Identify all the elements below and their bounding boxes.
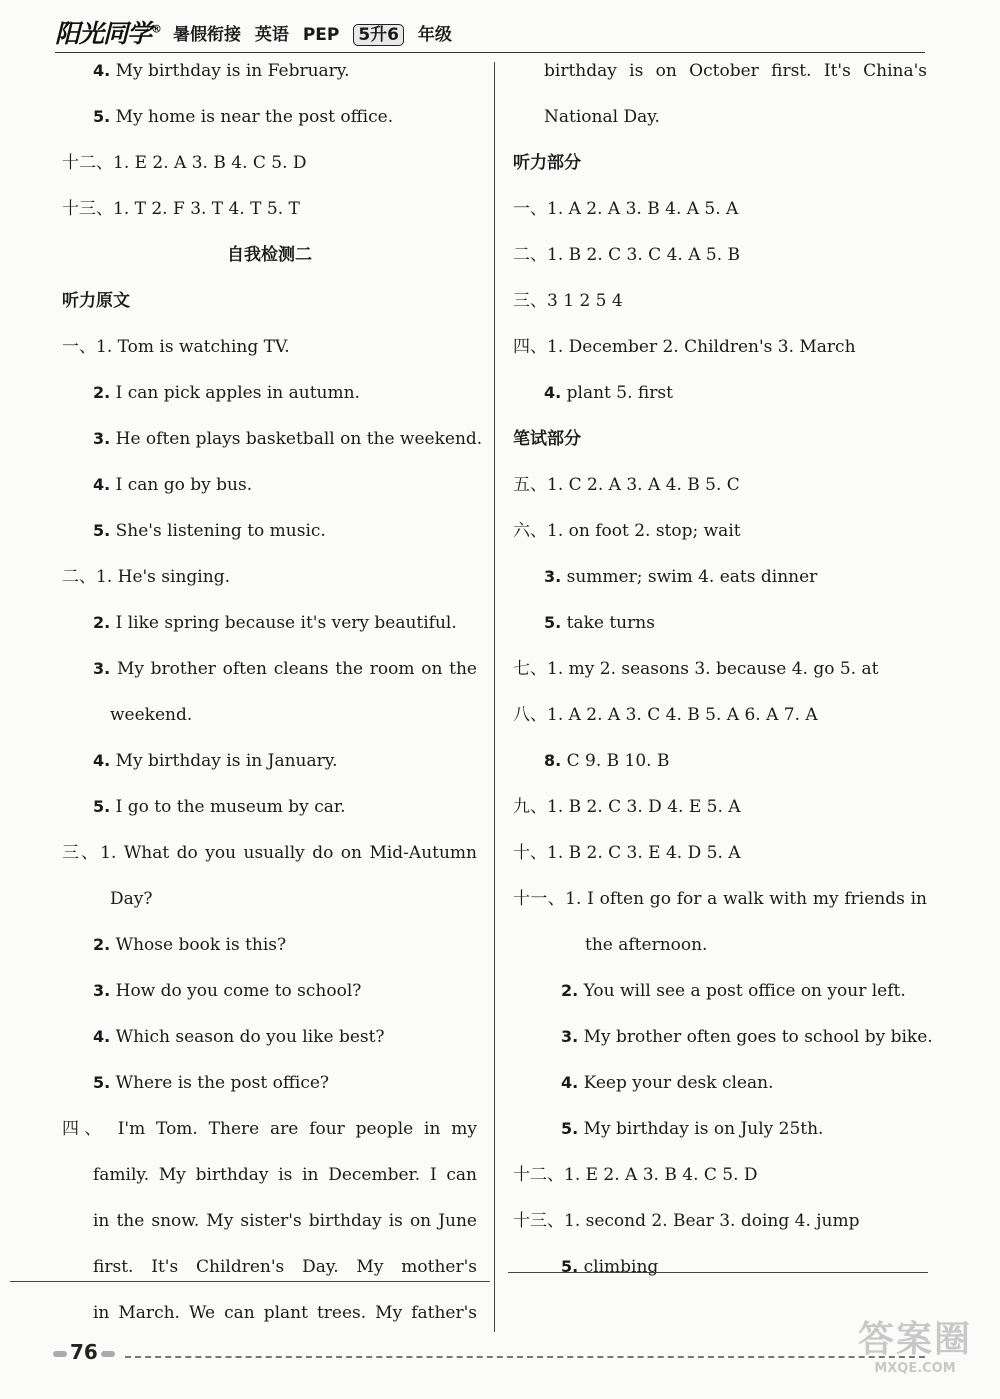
line-text: How do you come to school? (110, 981, 362, 1001)
item-number: 2. (561, 981, 579, 1000)
line-text: Keep your desk clean. (578, 1073, 774, 1093)
right-line (513, 692, 927, 738)
line-text: 十二、1. E 2. A 3. B 4. C 5. D (62, 153, 307, 173)
item-number: 2. (93, 613, 111, 632)
left-line (62, 508, 477, 554)
line-text: 十、1. B 2. C 3. E 4. D 5. A (513, 843, 741, 863)
left-line (62, 1198, 477, 1244)
left-line (62, 922, 477, 968)
line-text: plant 5. first (561, 383, 673, 403)
left-line (62, 324, 477, 370)
left-line (62, 1290, 477, 1336)
grade-box: 5升6 (353, 24, 404, 46)
right-line (513, 876, 927, 922)
line-text: 八、1. A 2. A 3. C 4. B 5. A 6. A 7. A (513, 705, 818, 725)
left-line (62, 784, 477, 830)
left-line (62, 1060, 477, 1106)
right-line (513, 922, 927, 968)
left-line (62, 94, 477, 140)
right-line (513, 646, 927, 692)
line-text: 五、1. C 2. A 3. A 4. B 5. C (513, 475, 740, 495)
right-line (513, 186, 927, 232)
left-line (62, 278, 477, 324)
line-text: 一、1. Tom is watching TV. (62, 337, 290, 357)
item-number: 5. (544, 613, 562, 632)
item-number: 4. (93, 61, 111, 80)
line-text: I can pick apples in autumn. (110, 383, 360, 403)
line-text: Whose book is this? (110, 935, 287, 955)
line-text: family. My birthday is in December. I can (93, 1165, 477, 1185)
line-text: 一、1. A 2. A 3. B 4. A 5. A (513, 199, 739, 219)
line-text: I can go by bus. (110, 475, 253, 495)
item-number: 4. (544, 383, 562, 402)
right-line (513, 508, 927, 554)
line-text: summer; swim 4. eats dinner (561, 567, 818, 587)
right-line (513, 1198, 927, 1244)
line-text: take turns (561, 613, 655, 633)
item-number: 3. (93, 659, 111, 678)
right-line (513, 830, 927, 876)
line-text: 听力部分 (513, 153, 581, 173)
right-column (513, 48, 933, 1290)
publisher-logo: 阳光同学® (55, 19, 162, 48)
line-text: My brother often cleans the room on the (110, 659, 477, 679)
item-number: 3. (93, 981, 111, 1000)
left-line (62, 600, 477, 646)
item-number: 8. (544, 751, 562, 770)
line-text: My brother often goes to school by bike. (578, 1027, 933, 1047)
right-line (513, 600, 927, 646)
left-line (62, 186, 477, 232)
line-text: 七、1. my 2. seasons 3. because 4. go 5. at (513, 659, 879, 679)
left-column (62, 48, 483, 1336)
item-number: 3. (544, 567, 562, 586)
left-line (62, 554, 477, 600)
line-text: 十二、1. E 2. A 3. B 4. C 5. D (513, 1165, 758, 1185)
line-text: 六、1. on foot 2. stop; wait (513, 521, 741, 541)
item-number: 4. (93, 475, 111, 494)
watermark: 答案圈 MXQE.COM (857, 1319, 972, 1377)
line-text: You will see a post office on your left. (578, 981, 906, 1001)
right-line (513, 1244, 927, 1290)
line-text: 十三、1. second 2. Bear 3. doing 4. jump (513, 1211, 860, 1231)
line-text: 笔试部分 (513, 429, 581, 449)
left-line (62, 876, 477, 922)
right-line (513, 738, 927, 784)
right-line (513, 554, 927, 600)
line-text: National Day. (544, 107, 660, 127)
line-text: He often plays basketball on the weekend. (110, 429, 483, 449)
line-text: Where is the post office? (110, 1073, 330, 1093)
line-text: 四、 I'm Tom. There are four people in my (62, 1119, 477, 1139)
left-line (62, 692, 477, 738)
line-text: 听力原文 (62, 291, 130, 311)
line-text: 自我检测二 (227, 245, 312, 265)
line-text: 三、1. What do you usually do on Mid-Autumn (62, 843, 477, 863)
left-line (62, 646, 477, 692)
left-line (62, 462, 477, 508)
column-divider (494, 62, 495, 1332)
right-line (513, 324, 927, 370)
right-line (513, 370, 927, 416)
item-number: 4. (93, 751, 111, 770)
left-line (62, 370, 477, 416)
line-text: My birthday is on July 25th. (578, 1119, 824, 1139)
item-number: 4. (561, 1073, 579, 1092)
left-line (62, 830, 477, 876)
strike-line-right (508, 1272, 928, 1273)
line-text: birthday is on October first. It's China's (544, 61, 927, 81)
item-number: 5. (93, 107, 111, 126)
right-line (513, 48, 927, 94)
line-text: 十三、1. T 2. F 3. T 4. T 5. T (62, 199, 300, 219)
line-text: climbing (578, 1257, 659, 1277)
left-line (62, 1152, 477, 1198)
right-line (513, 232, 927, 278)
item-number: 5. (93, 797, 111, 816)
line-text: C 9. B 10. B (561, 751, 670, 771)
line-text: I go to the museum by car. (110, 797, 346, 817)
left-line (62, 232, 477, 278)
right-line (513, 1060, 927, 1106)
right-line (513, 784, 927, 830)
line-text: in March. We can plant trees. My father's (93, 1303, 477, 1323)
right-line (513, 1152, 927, 1198)
right-line (513, 140, 927, 186)
item-number: 5. (93, 1073, 111, 1092)
left-line (62, 416, 483, 462)
item-number: 5. (93, 521, 111, 540)
line-text: first. It's Children's Day. My mother's (93, 1257, 477, 1277)
right-line (513, 416, 927, 462)
left-line (62, 1244, 477, 1290)
item-number: 3. (93, 429, 111, 448)
line-text: My home is near the post office. (110, 107, 394, 127)
series-title: 暑假衔接 英语 PEP 5升6 年级 (173, 25, 452, 45)
left-line (62, 140, 477, 186)
page-number: 76 (50, 1340, 118, 1364)
line-text: Which season do you like best? (110, 1027, 385, 1047)
line-text: My birthday is in February. (110, 61, 350, 81)
right-line (513, 462, 927, 508)
line-text: 二、1. B 2. C 3. C 4. A 5. B (513, 245, 741, 265)
line-text: 九、1. B 2. C 3. D 4. E 5. A (513, 797, 741, 817)
line-text: My birthday is in January. (110, 751, 338, 771)
line-text: 二、1. He's singing. (62, 567, 230, 587)
line-text: 四、1. December 2. Children's 3. March (513, 337, 856, 357)
left-line (62, 738, 477, 784)
line-text: weekend. (110, 705, 193, 725)
item-number: 5. (561, 1257, 579, 1276)
left-line (62, 968, 477, 1014)
item-number: 2. (93, 935, 111, 954)
line-text: 三、3 1 2 5 4 (513, 291, 623, 311)
item-number: 2. (93, 383, 111, 402)
line-text: She's listening to music. (110, 521, 326, 541)
item-number: 3. (561, 1027, 579, 1046)
right-line (513, 1014, 933, 1060)
right-line (513, 968, 927, 1014)
line-text: the afternoon. (585, 935, 708, 955)
line-text: I like spring because it's very beautiful. (110, 613, 457, 633)
item-number: 5. (561, 1119, 579, 1138)
line-text: 十一、1. I often go for a walk with my friends in (513, 889, 927, 909)
line-text: in the snow. My sister's birthday is on June (93, 1211, 477, 1231)
right-line (513, 1106, 927, 1152)
strike-line-left (10, 1281, 490, 1282)
line-text: Day? (110, 889, 153, 909)
left-line (62, 1106, 477, 1152)
item-number: 4. (93, 1027, 111, 1046)
right-line (513, 278, 927, 324)
footer-dash-line (125, 1356, 925, 1358)
left-line (62, 1014, 477, 1060)
left-line (62, 48, 477, 94)
right-line (513, 94, 927, 140)
